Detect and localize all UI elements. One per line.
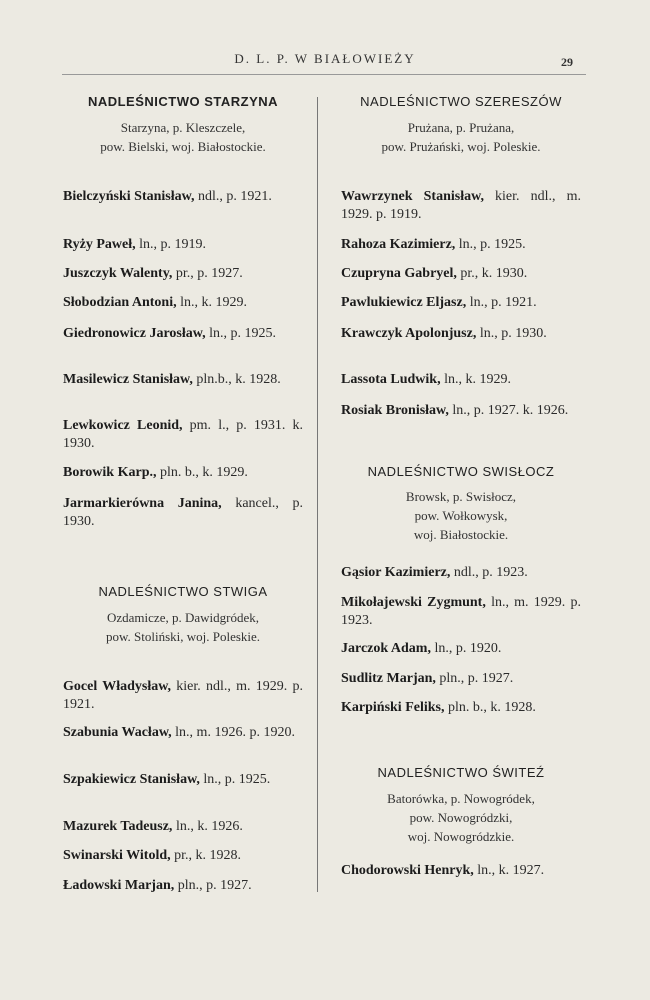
- section-address-line: pow. Prużański, woj. Poleskie.: [381, 139, 541, 154]
- staff-name: Juszczyk Walenty,: [63, 266, 173, 281]
- staff-details: ln., p. 1919.: [135, 237, 206, 252]
- staff-details: ln., p. 1930.: [476, 326, 547, 341]
- staff-name: Bielczyński Stanisław,: [63, 189, 195, 204]
- staff-details: pr., k. 1928.: [170, 848, 242, 863]
- staff-entry: [63, 678, 303, 714]
- staff-entry: [63, 724, 303, 742]
- staff-entry: [63, 294, 303, 312]
- staff-entry: [341, 188, 581, 224]
- staff-entry: [63, 771, 303, 789]
- page-number: 29: [561, 55, 573, 69]
- staff-entry: [341, 371, 581, 389]
- staff-name: Ładowski Marjan,: [63, 878, 175, 893]
- staff-details: ndl., p. 1923.: [450, 565, 528, 580]
- staff-entry: [341, 294, 581, 312]
- staff-details: ln., p. 1921.: [466, 295, 537, 310]
- staff-details: pln., p. 1927.: [435, 671, 514, 686]
- staff-name: Szpakiewicz Stanisław,: [63, 772, 200, 787]
- staff-entry: [63, 818, 303, 836]
- staff-details: ln., p. 1927. k. 1926.: [448, 403, 569, 418]
- staff-details: ln., k. 1927.: [473, 863, 545, 878]
- section-address-line: pow. Bielski, woj. Białostockie.: [100, 139, 266, 154]
- staff-details: ln., p. 1925.: [455, 237, 526, 252]
- staff-details: ln., k. 1926.: [172, 819, 243, 834]
- staff-details: pln., p. 1927.: [174, 878, 252, 893]
- staff-name: Pawlukiewicz Eljasz,: [341, 295, 467, 310]
- staff-name: Jarczok Adam,: [341, 641, 431, 656]
- section-address-line: pow. Wołkowysk,: [414, 508, 508, 523]
- staff-entry: [341, 594, 581, 630]
- staff-name: Borowik Karp.,: [63, 465, 157, 480]
- staff-details: ndl., p. 1921.: [194, 189, 272, 204]
- staff-entry: [63, 417, 303, 453]
- section-address-line: Prużana, p. Prużana,: [407, 120, 515, 135]
- staff-details: pr., p. 1927.: [172, 266, 243, 281]
- section-title-switez: NADLEŚNICTWO ŚWITEŹ: [377, 765, 545, 780]
- staff-details: pln. b., k. 1928.: [444, 700, 536, 715]
- staff-details: pln.b., k. 1928.: [192, 372, 281, 387]
- staff-details: ln., p. 1925.: [199, 772, 271, 787]
- staff-entry: [341, 699, 581, 717]
- running-header: D. L. P. W BIAŁOWIEŻY: [234, 51, 416, 66]
- section-address-line: Ozdamicze, p. Dawidgródek,: [107, 610, 259, 625]
- staff-name: Masilewicz Stanisław,: [63, 372, 193, 387]
- staff-details: pm. l., p. 1931. k. 1930.: [63, 418, 304, 451]
- staff-entry: [63, 495, 303, 531]
- section-title-swislocz: NADLEŚNICTWO SWISŁOCZ: [367, 464, 555, 479]
- staff-name: Słobodzian Antoni,: [63, 295, 177, 310]
- staff-entry: [341, 564, 581, 582]
- staff-entry: [63, 847, 303, 865]
- staff-details: kier. ndl., m. 1929. p. 1919.: [341, 189, 581, 222]
- section-address-line: Starzyna, p. Kleszczele,: [120, 120, 246, 135]
- staff-details: ln., p. 1920.: [430, 641, 502, 656]
- staff-details: ln., p. 1925.: [205, 326, 276, 341]
- staff-entry: [341, 862, 581, 880]
- staff-name: Wawrzynek Stanisław,: [341, 189, 484, 204]
- staff-name: Karpiński Feliks,: [341, 700, 445, 715]
- staff-details: ln., k. 1929.: [176, 295, 247, 310]
- staff-name: Swinarski Witold,: [63, 848, 171, 863]
- header-rule: [62, 74, 586, 75]
- staff-entry: [63, 877, 303, 895]
- staff-entry: [63, 265, 303, 283]
- staff-name: Lewkowicz Leonid,: [63, 418, 183, 433]
- section-title-stwiga: NADLEŚNICTWO STWIGA: [98, 584, 268, 599]
- staff-details: pr., k. 1930.: [456, 266, 528, 281]
- section-address-line: Batorówka, p. Nowogródek,: [387, 791, 535, 806]
- staff-entry: [341, 236, 581, 254]
- staff-name: Rahoza Kazimierz,: [341, 237, 456, 252]
- staff-details: kier. ndl., m. 1929. p. 1921.: [63, 679, 303, 712]
- section-address-line: woj. Nowogródzkie.: [407, 829, 515, 844]
- column-divider: [317, 97, 318, 892]
- staff-details: ln., m. 1926. p. 1920.: [171, 725, 295, 740]
- staff-name: Mikołajewski Zygmunt,: [341, 595, 486, 610]
- staff-name: Chodorowski Henryk,: [341, 863, 474, 878]
- staff-name: Gocel Władysław,: [63, 679, 172, 694]
- staff-entry: [63, 236, 303, 254]
- staff-name: Czupryna Gabryel,: [341, 266, 457, 281]
- section-address-line: pow. Nowogródzki,: [409, 810, 513, 825]
- staff-name: Mazurek Tadeusz,: [63, 819, 173, 834]
- staff-entry: [341, 640, 581, 658]
- staff-name: Gąsior Kazimierz,: [341, 565, 451, 580]
- staff-entry: [341, 402, 581, 420]
- staff-name: Ryży Paweł,: [63, 237, 136, 252]
- staff-entry: [63, 188, 303, 206]
- section-title-szereszow: NADLEŚNICTWO SZERESZÓW: [360, 94, 562, 109]
- staff-details: ln., k. 1929.: [440, 372, 511, 387]
- staff-details: ln., m. 1929. p. 1923.: [341, 595, 581, 628]
- staff-entry: [341, 325, 581, 343]
- staff-name: Lassota Ludwik,: [341, 372, 441, 387]
- section-title-starzyna: NADLEŚNICTWO STARZYNA: [87, 94, 279, 109]
- section-address-line: woj. Białostockie.: [413, 527, 509, 542]
- staff-name: Krawczyk Apolonjusz,: [341, 326, 477, 341]
- staff-entry: [63, 464, 303, 482]
- staff-name: Rosiak Bronisław,: [341, 403, 449, 418]
- staff-name: Giedronowicz Jarosław,: [63, 326, 206, 341]
- staff-details: kancel., p. 1930.: [63, 496, 303, 529]
- staff-name: Sudlitz Marjan,: [341, 671, 436, 686]
- staff-name: Jarmarkierówna Janina,: [63, 496, 222, 511]
- section-address-line: Browsk, p. Swisłocz,: [405, 489, 517, 504]
- staff-entry: [63, 371, 303, 389]
- staff-entry: [341, 670, 581, 688]
- staff-entry: [63, 325, 303, 343]
- staff-details: pln. b., k. 1929.: [156, 465, 248, 480]
- staff-name: Szabunia Wacław,: [63, 725, 172, 740]
- staff-entry: [341, 265, 581, 283]
- section-address-line: pow. Stoliński, woj. Poleskie.: [105, 629, 261, 644]
